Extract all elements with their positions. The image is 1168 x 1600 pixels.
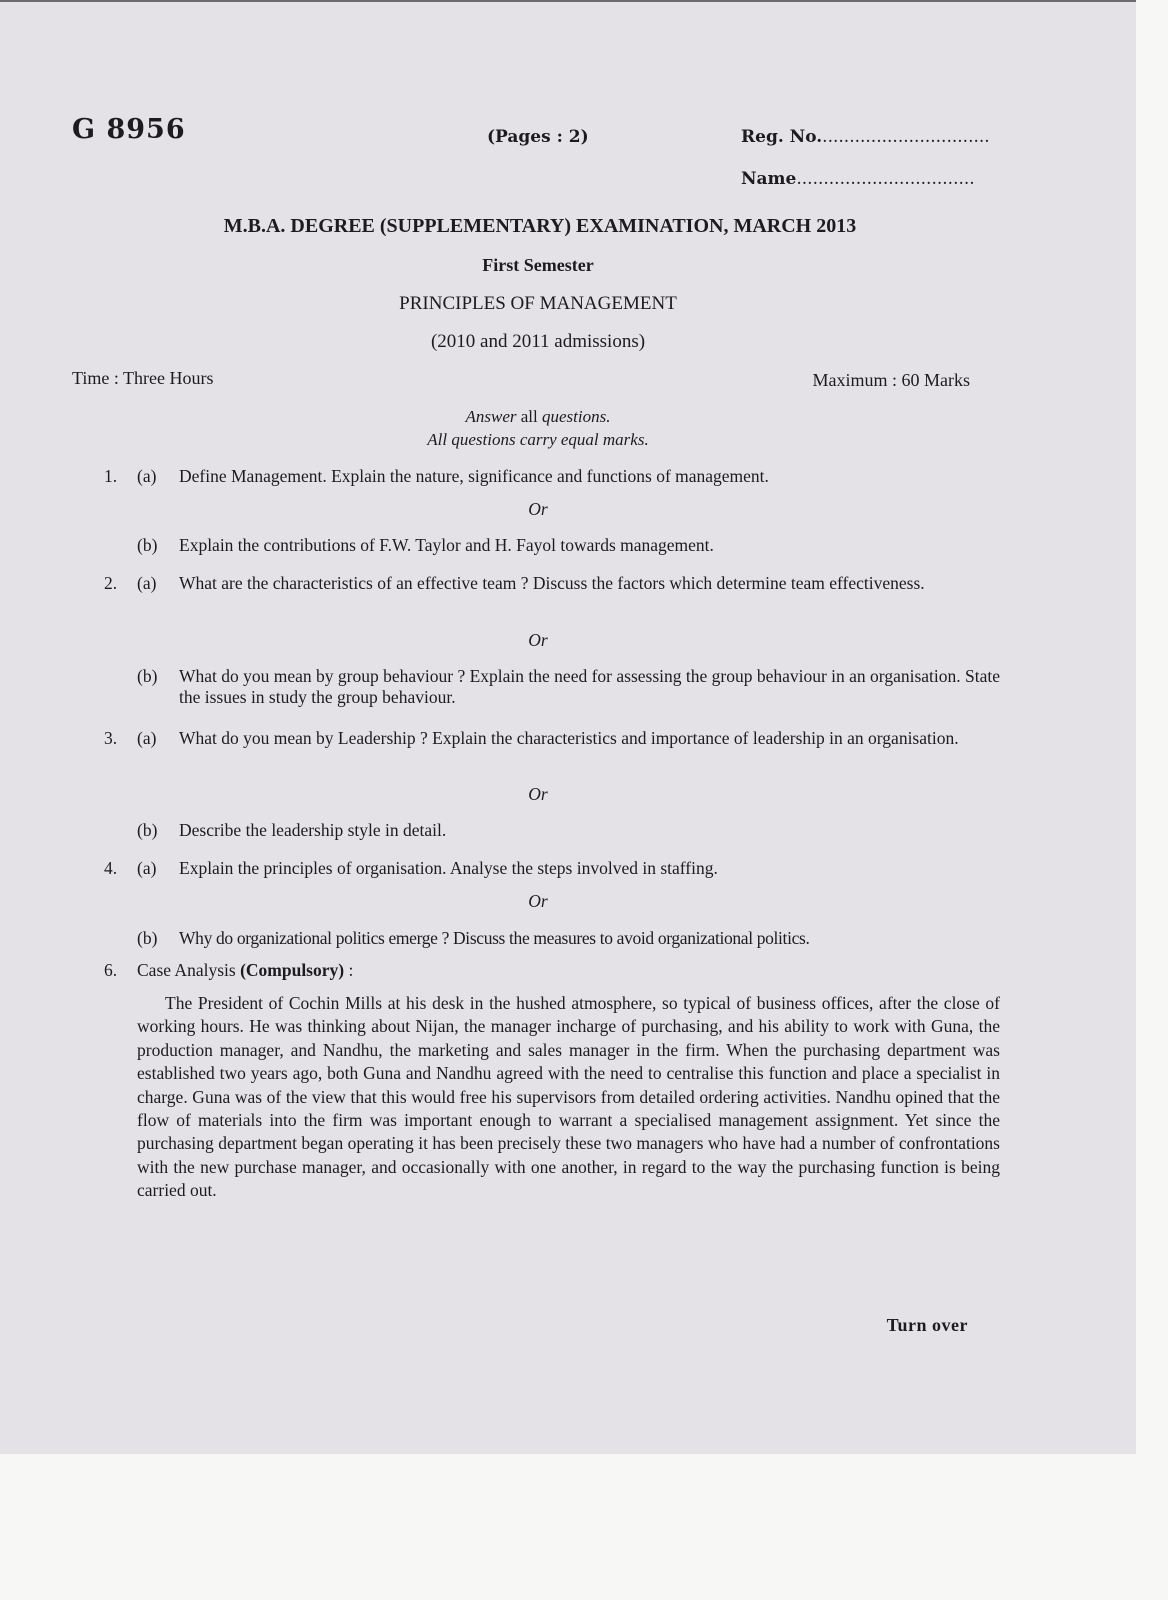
case-colon: : — [344, 960, 354, 980]
name-field — [741, 169, 975, 189]
semester: First Semester — [482, 255, 594, 275]
question-text: What are the characteristics of an effective team ? Discuss the factors which determine team effectiveness. — [179, 573, 925, 593]
case-heading-text — [137, 960, 353, 981]
or-separator: Or — [528, 891, 548, 911]
case-title: Case Analysis — [137, 960, 241, 980]
time-allowed: Time : Three Hours — [72, 368, 214, 388]
reg-no-field — [741, 127, 990, 147]
or-separator: Or — [528, 784, 548, 804]
question-text: Why do organizational politics emerge ? Discuss the measures to avoid organizational politics. — [179, 928, 810, 948]
subject-title: PRINCIPLES OF MANAGEMENT — [399, 293, 677, 314]
question-number: 2. — [104, 573, 118, 593]
case-compulsory: (Compulsory) — [240, 960, 345, 980]
part-label: (a) — [137, 466, 157, 486]
question-number: 3. — [104, 728, 118, 748]
question-number: 4. — [104, 858, 118, 878]
paper-code: G 8956 — [72, 114, 186, 145]
question-number: 6. — [104, 960, 118, 980]
reg-no-label: Reg. No. — [741, 127, 823, 147]
part-label: (b) — [137, 820, 158, 840]
part-label: (a) — [137, 728, 157, 748]
or-separator: Or — [528, 630, 548, 650]
maximum-marks: Maximum : 60 Marks — [812, 370, 970, 390]
instruction-answer-all — [0, 407, 1076, 427]
part-label: (b) — [137, 928, 158, 948]
instruction-answer-word: Answer — [465, 407, 517, 426]
instruction-all-word: all — [516, 407, 542, 426]
exam-title: M.B.A. DEGREE (SUPPLEMENTARY) EXAMINATION, MARCH 2013 — [223, 215, 857, 237]
question-text: Describe the leadership style in detail. — [179, 820, 447, 840]
question-number: 1. — [104, 466, 118, 486]
admissions: (2010 and 2011 admissions) — [430, 331, 646, 352]
question-text: Define Management. Explain the nature, significance and functions of management. — [179, 466, 769, 486]
page-count: (Pages : 2) — [487, 127, 589, 147]
case-study-paragraph: The President of Cochin Mills at his desk in the hushed atmosphere, so typical of business offices, after the close of working hours. He was thinking about Nijan, the manager incharge of purchasing, and his ability to work with Guna, the production manager, and Nandhu, the marketing and sales manager in the firm. When the purchasing department was established two years ago, both Guna and Nandhu agreed with the need to centralise this function and place a specialist in charge. Guna was of the view that this would free his supervisors from detailed ordering activities. Nandhu opined that the flow of materials into the firm was important enough to warrant a specialised management assignment. Yet since the purchasing department began operating it has been precisely these two managers who have had a number of confrontations with the new purchase manager, and occasionally with one another, in regard to the way the purchasing function is being carried out. — [137, 993, 1000, 1201]
part-label: (b) — [137, 535, 158, 555]
instruction-questions-word: questions. — [542, 407, 611, 426]
part-label: (a) — [137, 573, 157, 593]
question-text: Explain the contributions of F.W. Taylor and H. Fayol towards management. — [179, 535, 714, 555]
part-label: (a) — [137, 858, 157, 878]
or-separator: Or — [528, 499, 548, 519]
question-text: What do you mean by group behaviour ? Explain the need for assessing the group behaviour in an organisation. State the issues in study the group behaviour. — [179, 666, 1000, 707]
reg-no-blank: ............................... — [822, 127, 990, 147]
name-blank: ................................. — [796, 169, 975, 189]
name-label: Name — [741, 169, 797, 189]
question-text: Explain the principles of organisation. Analyse the steps involved in staffing. — [179, 858, 718, 878]
question-text: What do you mean by Leadership ? Explain the characteristics and importance of leadership in an organisation. — [179, 728, 959, 748]
part-label: (b) — [137, 666, 158, 686]
turn-over-note: Turn over — [886, 1315, 968, 1335]
instruction-equal-marks: All questions carry equal marks. — [427, 430, 649, 449]
